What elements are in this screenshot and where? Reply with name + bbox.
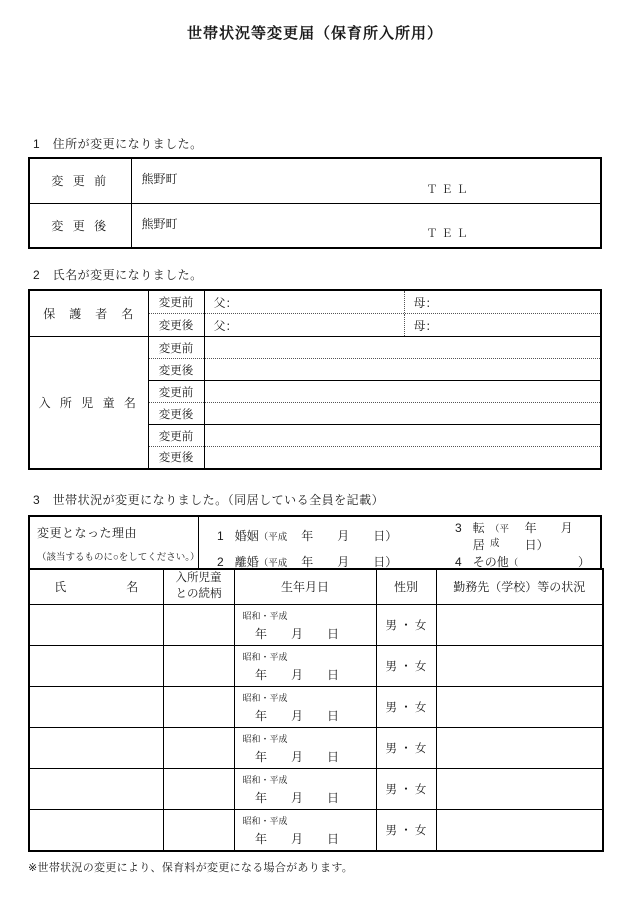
member-birthdate-field[interactable]: 昭和・平成 年 月 日 [234,646,376,687]
reason-option-divorce[interactable]: 2 離婚 （平成 年 月 日） [217,554,398,569]
section3-heading: 3 世帯状況が変更になりました。（同居している全員を記載） [33,492,385,507]
member-name-field[interactable] [29,605,163,646]
before-label: 変更前 [148,337,204,359]
member-birthdate-field[interactable]: 昭和・平成 年 月 日 [234,769,376,810]
col-workplace: 勤務先（学校）等の状況 [436,569,603,605]
town-prefix: 熊野町 [141,216,178,231]
address-after-row [29,203,601,248]
mother-label: 母： [404,314,601,336]
after-label: 変更後 [148,314,204,337]
member-gender-field[interactable]: 男 ・ 女 [376,646,436,687]
after-label: 変更後 [148,359,204,381]
address-after-label: 変 更 後 [29,203,131,248]
page-title: 世帯状況等変更届（保育所入所用） [186,25,443,42]
member-workplace-field[interactable] [436,687,603,728]
child1-before-row [29,337,601,359]
child-label: 入 所 児 童 名 [29,337,148,469]
member-workplace-field[interactable] [436,769,603,810]
member-gender-field[interactable]: 男 ・ 女 [376,605,436,646]
before-label: 変更前 [148,381,204,403]
member-birthdate-field[interactable]: 昭和・平成 年 月 日 [234,728,376,769]
member-relation-field[interactable] [163,810,234,851]
reason-line-2 [199,553,594,570]
father-label: 父： [213,295,238,310]
member-workplace-field[interactable] [436,728,603,769]
member-relation-field[interactable] [163,605,234,646]
member-row-5 [29,769,603,810]
member-name-field[interactable] [29,769,163,810]
tel-label: ＴＥＬ [426,228,472,240]
reason-table [28,515,602,568]
member-workplace-field[interactable] [436,646,603,687]
reason-label-cell [30,517,199,568]
reason-options-cell [199,517,600,568]
child3-before-field[interactable] [204,425,601,447]
footer-note: ※世帯状況の変更により、保育料が変更になる場合があります。 [28,861,354,874]
member-birthdate-field[interactable]: 昭和・平成 年 月 日 [234,605,376,646]
child2-after-field[interactable] [204,403,601,425]
guardian-before-field[interactable] [204,290,601,314]
members-header-row [29,569,603,605]
col-gender: 性別 [376,569,436,605]
member-row-4 [29,728,603,769]
mother-label: 母： [404,291,601,313]
col-birthdate: 生年月日 [234,569,376,605]
member-name-field[interactable] [29,810,163,851]
member-name-field[interactable] [29,728,163,769]
section1-heading: 1 住所が変更になりました。 [33,137,203,151]
address-before-row [29,158,601,203]
section2-heading: 2 氏名が変更になりました。 [33,268,203,282]
col-name: 氏 名 [29,569,163,605]
member-gender-field[interactable]: 男 ・ 女 [376,810,436,851]
member-relation-field[interactable] [163,687,234,728]
guardian-after-field[interactable] [204,314,601,337]
child2-before-field[interactable] [204,381,601,403]
member-relation-field[interactable] [163,769,234,810]
member-gender-field[interactable]: 男 ・ 女 [376,728,436,769]
guardian-before-row [29,290,601,314]
before-label: 変更前 [148,290,204,314]
household-members-table [28,568,604,852]
member-birthdate-field[interactable]: 昭和・平成 年 月 日 [234,810,376,851]
father-label: 父： [213,318,238,333]
reason-option-other[interactable]: 4 その他 （ ） [455,554,590,569]
member-birthdate-field[interactable]: 昭和・平成 年 月 日 [234,687,376,728]
member-gender-field[interactable]: 男 ・ 女 [376,687,436,728]
member-row-3 [29,687,603,728]
town-prefix: 熊野町 [141,172,178,186]
reason-option-move[interactable]: 3 転居 （平成 年 月 日） [455,520,597,552]
address-after-field[interactable] [131,203,601,248]
member-workplace-field[interactable] [436,810,603,851]
address-change-table [28,157,602,249]
member-relation-field[interactable] [163,728,234,769]
address-before-field[interactable] [131,158,601,203]
child3-after-field[interactable] [204,447,601,469]
member-row-2 [29,646,603,687]
member-row-1 [29,605,603,646]
before-label: 変更前 [148,425,204,447]
after-label: 変更後 [148,447,204,469]
member-gender-field[interactable]: 男 ・ 女 [376,769,436,810]
member-row-6 [29,810,603,851]
after-label: 変更後 [148,403,204,425]
name-change-table [28,289,602,470]
reason-line-1 [199,519,597,553]
member-name-field[interactable] [29,687,163,728]
member-relation-field[interactable] [163,646,234,687]
member-name-field[interactable] [29,646,163,687]
guardian-label: 保 護 者 名 [29,290,148,337]
child1-after-field[interactable] [204,359,601,381]
reason-option-marriage[interactable]: 1 婚姻 （平成 年 月 日） [217,529,398,543]
child1-before-field[interactable] [204,337,601,359]
reason-sublabel: （該当するものに○をしてください。） [37,551,200,563]
reason-label: 変更となった理由 [37,525,138,540]
tel-label: ＴＥＬ [426,183,472,196]
member-workplace-field[interactable] [436,605,603,646]
address-before-label: 変 更 前 [29,158,131,203]
col-relation: 入所児童 との続柄 [163,569,234,605]
